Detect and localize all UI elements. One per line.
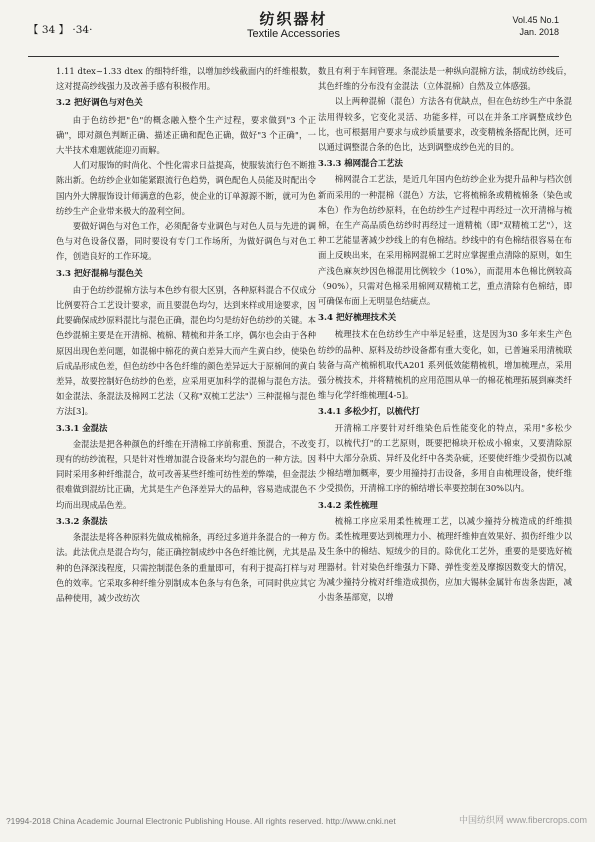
section-heading: 3.2 把好调色与对色关 bbox=[56, 98, 143, 109]
paragraph: 由于色纺纱混棉方法与本色纱有很大区别，各种原料混合不仅成分比例要符合工艺设计要求，而且要混色均匀，达到来样或用途要求，因此要确保成纱原料混比与混色正确，混色均匀是纺好色纺纱的关键。本色纱混棉主要是在开清棉、梳棉、精梳和并条工序，偶尔也会由于各种原因出现色差问题，如混棉中棉花的黄白差异大而产生黄白纱，使染色后成品形成色差，但色纺纱中各色纤维的颜色差异远大于原棉间的黄白差异，故要控制好色纺纱的色差，应采用更加科学的混棉与混色方法。如金混法、条混法及棉网工艺法（又称"双梳工艺法"）三种混棉与混色方法[3]。 bbox=[56, 284, 316, 417]
header-rule bbox=[28, 56, 559, 57]
paragraph: 要做好调色与对色工作，必须配备专业调色与对色人员与先进的调色与对色设备仪器，同时要设有专门工作场所，为做好调色与对色工作，创造良好的工作环境。 bbox=[56, 221, 316, 262]
paragraph: 数且有利于车间管理。条混法是一种纵向混棉方法，制成纺纱线后，其色纤维的分布没有金混法（立体混棉）自然及立体感强。 bbox=[318, 66, 572, 92]
left-column bbox=[56, 64, 316, 606]
paragraph: 梳理技术在色纺纱生产中举足轻重，这是因为30 多年来生产色纺纱的品种、原料及纺纱设备都有重大变化，如，已普遍采用清梳联装备与高产梳棉机取代A201 系列低效能精梳机，增加梳理点，采用强分梳技术，并将精梳机的应用范围从单一的棉花梳理拓展到麻类纤维与化学纤维梳理[4-5]。 bbox=[318, 329, 572, 401]
section-heading: 3.3 把好混棉与混色关 bbox=[56, 268, 143, 279]
copyright-footer: ?1994-2018 China Academic Journal Electronic Publishing House. All rights reserved. http://www.cnki.net bbox=[6, 816, 396, 826]
right-column bbox=[318, 64, 572, 605]
page-header bbox=[28, 6, 559, 58]
paragraph: 棉网混合工艺法，是近几年国内色纺纱企业为提升品种与档次创新而采用的一种混棉（混色）方法，它将梳棉条或精梳棉条（染色或本色）作为色纺纱原料，在色纺纱生产过程中再经过一次开清棉与梳棉，在生产高品质色纺纱时再经过一道精梳（即"双精梳工艺"），这种工艺能显著减少纱线上的有色棉结。纱线中的有色棉结很容易在布面上反映出来，在采用棉网混棉工艺时应掌握重点清除的原则，如生产浅色麻灰纱因色棉混用比例较少（10%），而混用本色棉比例较高（90%），只需对色棉采用棉网双精梳工艺，重点清除有色棉结，即可确保布面上无明显色结疵点。 bbox=[318, 174, 572, 307]
subsection-heading: 3.4.2 柔性梳理 bbox=[318, 499, 378, 510]
subsection-heading: 3.3.1 金混法 bbox=[56, 422, 108, 433]
journal-title-cn: 纺织器材 bbox=[259, 10, 328, 28]
volume-number: Vol.45 No.1 bbox=[512, 15, 559, 25]
paragraph: 1.11 dtex~1.33 dtex 的细特纤维，以增加纱线截面内的纤维根数，这对提高纱线强力及改善手感有积极作用。 bbox=[56, 66, 316, 92]
paragraph: 人们对服饰的时尚化、个性化需求日益提高，使服装流行色不断推陈出新。色纺纱企业如能紧跟流行色趋势，调色配色人员能及时配出令国内外大牌服饰设计师满意的色彩，使企业的订单源源不断，就可为色纺纱生产企业带来极大的盈利空间。 bbox=[56, 160, 316, 216]
paragraph: 以上两种混棉（混色）方法各有优缺点，但在色纺纱生产中条混法用得较多，它变化灵活、功能多样，可以在并条工序调整成纱色比，也可根据用户要求与成纱质量要求，改变精梳条搭配比例，还可以通过调整混合条的色比，达到调整成纱色光的目的。 bbox=[318, 96, 572, 153]
journal-title-en: Textile Accessories bbox=[247, 28, 340, 40]
volume-info bbox=[512, 14, 559, 38]
paragraph: 开清棉工序要针对纤维染色后性能变化的特点，采用"多松少打，以梳代打"的工艺原则，既要把棉块开松成小棉束，又要清除原料中大部分杂质、异纤及化纤中各类杂疵，还要使纤维少受损伤以减少棉结增加概率，要少用撞持打击设备，多用自由梳理设备，使纤维少受损伤，开清棉工序的棉结增长率要控制在30%以内。 bbox=[318, 422, 572, 494]
paragraph: 条混法是将各种原料先做成梳棉条，再经过多道并条混合的一种方法。此法优点是混合均匀，能正确控制成纱中各色纤维比例，尤其是品种的色泽深浅程度，只需控制混色条的重量即可，有利于提高打样与对色的效率。它采取多种纤维分别制成本色条与有色条，可同时供应其它品种使用，减少改纺次 bbox=[56, 532, 316, 603]
paragraph: 梳棉工序应采用柔性梳理工艺，以减少撞持分梳造成的纤维损伤。柔性梳理要达到梳理力小、梳理纤维伸直效果好、损伤纤维少以及生条中的棉结、短绒少的目的。除优化工艺外，重要的是要选好梳理器材。针对染色纤维强力下降、弹性变差及摩擦因数变大的情况，为减少撞持分梳对纤维造成损伤，应加大锡林金属针布齿条齿距，减小齿条基部宽，以增 bbox=[318, 515, 572, 602]
watermark: 中国纺织网 www.fibercrops.com bbox=[458, 815, 587, 825]
paragraph: 金混法是把各种颜色的纤维在开清棉工序前称重、预混合，不改变现有的纺纱流程，只是针对性增加混合设备来均匀混色的一种方法。因同时采用多种纤维混合，故可改善某些纤维可纺性差的弊端，但金混法很难做到混纺比正确，尤其是生产色泽差异大的品种，容易造成混色不均而出现成品色差。 bbox=[56, 438, 316, 510]
subsection-heading: 3.3.2 条混法 bbox=[56, 515, 108, 526]
section-heading: 3.4 把好梳理技术关 bbox=[318, 313, 397, 324]
paragraph: 由于色纺纱把"色"的概念融入整个生产过程，要求做到"3 个正确"，即对颜色判断正确、描述正确和配色正确，做好"3 个正确"，一大半技术难题就能迎刃而解。 bbox=[56, 114, 316, 156]
issue-date: Jan. 2018 bbox=[519, 27, 559, 37]
page-number: 【 34 】 ·34· bbox=[28, 24, 93, 36]
subsection-heading: 3.4.1 多松少打，以梳代打 bbox=[318, 406, 420, 417]
subsection-heading: 3.3.3 棉网混合工艺法 bbox=[318, 158, 403, 169]
